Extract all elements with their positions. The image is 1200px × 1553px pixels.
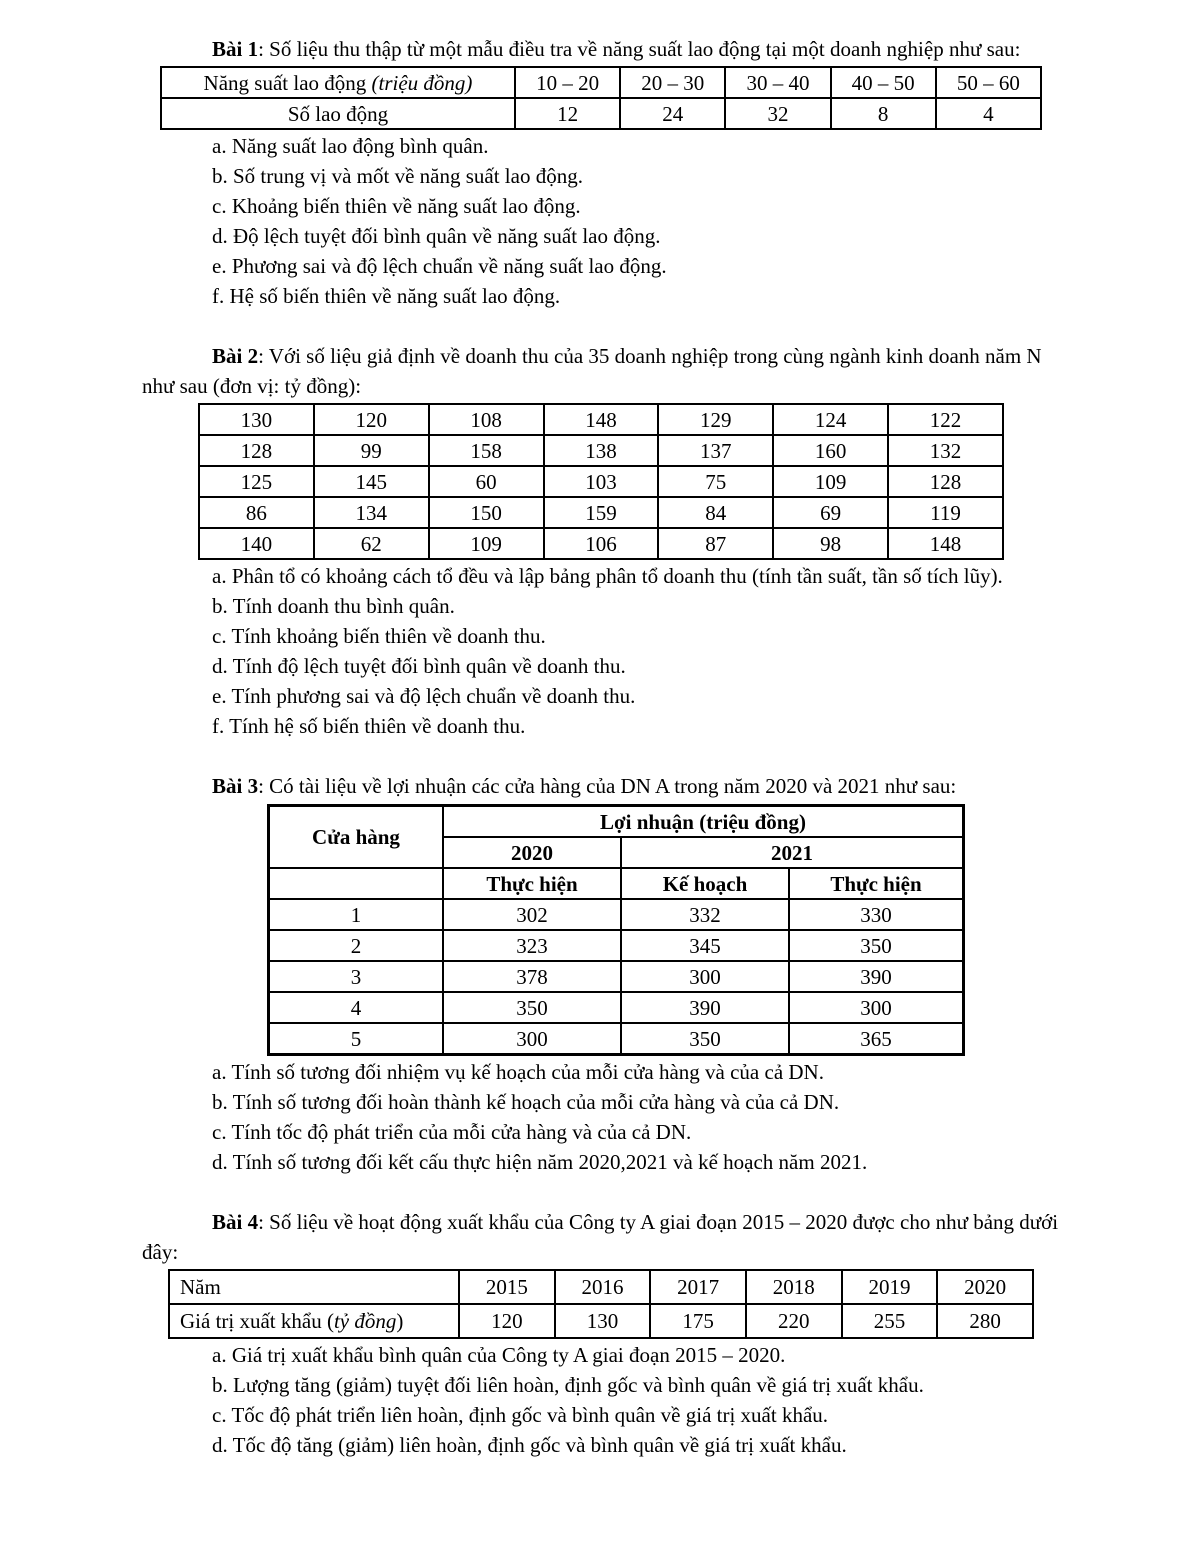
spacer: [142, 1177, 1062, 1207]
bai4-item-a: a. Giá trị xuất khẩu bình quân của Công ty A giai đoạn 2015 – 2020.: [212, 1343, 786, 1367]
table-cell: 106: [544, 528, 659, 559]
table-cell: 87: [658, 528, 773, 559]
bai3-intro: [142, 771, 1062, 801]
bai3-header-actual: Thực hiện: [443, 868, 621, 899]
bai2-table: [198, 403, 1004, 560]
bai4-unit: tỷ đồng: [333, 1309, 397, 1333]
table-cell: 98: [773, 528, 888, 559]
table-row: [169, 1270, 1033, 1304]
spacer: [142, 311, 1062, 341]
table-cell: 300: [789, 992, 964, 1023]
table-cell: 99: [314, 435, 429, 466]
bai3-item-a: a. Tính số tương đối nhiệm vụ kế hoạch của mỗi cửa hàng và của cả DN.: [212, 1060, 824, 1084]
bai4-intro: [142, 1207, 1062, 1267]
table-cell: 390: [789, 961, 964, 992]
bai3-header-plan: Kế hoạch: [621, 868, 789, 899]
table-cell: 60: [429, 466, 544, 497]
table-cell: 30 – 40: [725, 67, 830, 98]
bai3-header-actual2: Thực hiện: [789, 868, 964, 899]
table-cell: 2019: [842, 1270, 938, 1304]
table-cell: 10 – 20: [515, 67, 620, 98]
table-cell: 109: [429, 528, 544, 559]
table-cell: 350: [621, 1023, 789, 1055]
table-cell: 2017: [650, 1270, 746, 1304]
bai3-intro-text: : Có tài liệu về lợi nhuận các cửa hàng của DN A trong năm 2020 và 2021 như sau:: [258, 774, 957, 798]
table-cell: 3: [269, 961, 444, 992]
bai2-item-a: a. Phân tổ có khoảng cách tổ đều và lập bảng phân tổ doanh thu (tính tần suất, tần số tích lũy).: [212, 564, 1003, 588]
bai2-label: Bài 2: [212, 344, 259, 368]
table-cell: 220: [746, 1304, 842, 1338]
table-cell: 24: [620, 98, 725, 129]
table-cell: 103: [544, 466, 659, 497]
table-cell: 137: [658, 435, 773, 466]
bai2-item-d: d. Tính độ lệch tuyệt đối bình quân về doanh thu.: [212, 654, 626, 678]
table-cell: 12: [515, 98, 620, 129]
bai1-row1-label: Năng suất lao động (triệu đồng): [161, 67, 515, 98]
table-cell: 120: [314, 404, 429, 435]
table-cell: 129: [658, 404, 773, 435]
table-row: [199, 404, 1003, 435]
bai2-item-b: b. Tính doanh thu bình quân.: [212, 594, 455, 618]
table-cell: 86: [199, 497, 314, 528]
table-cell: 2015: [459, 1270, 555, 1304]
table-cell: 175: [650, 1304, 746, 1338]
document-page: [142, 34, 1062, 1460]
table-row: [269, 992, 964, 1023]
table-row: [161, 98, 1041, 129]
bai2-intro-text: : Với số liệu giả định về doanh thu của 35 doanh nghiệp trong cùng ngành kinh doanh năm N như sau (đơn vị: tỷ đồng):: [142, 344, 1042, 398]
table-row: [161, 67, 1041, 98]
table-header-row: [269, 806, 964, 838]
bai3-header-empty: [269, 868, 444, 899]
bai4-table: [168, 1269, 1034, 1339]
table-cell: 300: [621, 961, 789, 992]
table-cell: 62: [314, 528, 429, 559]
table-row: [269, 930, 964, 961]
table-cell: 150: [429, 497, 544, 528]
table-cell: 300: [443, 1023, 621, 1055]
bai1-item-b: b. Số trung vị và mốt về năng suất lao động.: [212, 164, 583, 188]
bai1-unit: (triệu đồng): [371, 70, 473, 95]
bai3-label: Bài 3: [212, 774, 259, 798]
table-cell: 280: [937, 1304, 1033, 1338]
table-cell: 350: [443, 992, 621, 1023]
bai3-header-year1: 2020: [443, 837, 621, 868]
table-cell: 132: [888, 435, 1003, 466]
table-cell: 332: [621, 899, 789, 930]
table-cell: 140: [199, 528, 314, 559]
bai2-item-c: c. Tính khoảng biến thiên về doanh thu.: [212, 624, 546, 648]
table-cell: 2020: [937, 1270, 1033, 1304]
table-cell: 134: [314, 497, 429, 528]
bai1-intro-text: : Số liệu thu thập từ một mẫu điều tra về năng suất lao động tại một doanh nghiệp như sau:: [258, 37, 1021, 61]
table-row: [199, 528, 1003, 559]
table-cell: 124: [773, 404, 888, 435]
bai4-intro-text: : Số liệu về hoạt động xuất khẩu của Công ty A giai đoạn 2015 – 2020 được cho như bảng dưới đây:: [142, 1210, 1059, 1264]
table-cell: 365: [789, 1023, 964, 1055]
table-cell: 148: [544, 404, 659, 435]
table-cell: 2016: [555, 1270, 651, 1304]
table-cell: 69: [773, 497, 888, 528]
table-cell: 350: [789, 930, 964, 961]
table-cell: 323: [443, 930, 621, 961]
table-cell: 20 – 30: [620, 67, 725, 98]
table-cell: 50 – 60: [936, 67, 1041, 98]
table-cell: 119: [888, 497, 1003, 528]
table-cell: 145: [314, 466, 429, 497]
table-cell: 108: [429, 404, 544, 435]
table-cell: 5: [269, 1023, 444, 1055]
table-cell: 8: [831, 98, 936, 129]
table-cell: 120: [459, 1304, 555, 1338]
table-row: [269, 1023, 964, 1055]
bai1-row2-label: Số lao động: [161, 98, 515, 129]
table-cell: 390: [621, 992, 789, 1023]
bai2-intro: [142, 341, 1062, 401]
bai4-item-c: c. Tốc độ phát triển liên hoàn, định gốc và bình quân về giá trị xuất khẩu.: [212, 1403, 829, 1427]
bai3-header-profit: Lợi nhuận (triệu đồng): [443, 806, 964, 838]
table-row: [269, 899, 964, 930]
table-cell: 148: [888, 528, 1003, 559]
bai1-item-a: a. Năng suất lao động bình quân.: [212, 134, 489, 158]
table-cell: 255: [842, 1304, 938, 1338]
table-cell: 75: [658, 466, 773, 497]
bai4-row2-label: Giá trị xuất khẩu (tỷ đồng): [169, 1304, 459, 1338]
table-cell: 302: [443, 899, 621, 930]
table-row: [169, 1304, 1033, 1338]
table-cell: 128: [199, 435, 314, 466]
bai1-item-f: f. Hệ số biến thiên về năng suất lao động.: [212, 284, 561, 308]
table-cell: 40 – 50: [831, 67, 936, 98]
bai4-row1-label: Năm: [169, 1270, 459, 1304]
table-row: [199, 497, 1003, 528]
table-cell: 159: [544, 497, 659, 528]
table-cell: 130: [555, 1304, 651, 1338]
table-row: [199, 466, 1003, 497]
table-cell: 125: [199, 466, 314, 497]
bai3-item-c: c. Tính tốc độ phát triển của mỗi cửa hàng và của cả DN.: [212, 1120, 692, 1144]
bai1-item-d: d. Độ lệch tuyệt đối bình quân về năng suất lao động.: [212, 224, 661, 248]
table-header-row: [269, 868, 964, 899]
table-row: [199, 435, 1003, 466]
table-cell: 4: [936, 98, 1041, 129]
table-cell: 32: [725, 98, 830, 129]
table-cell: 2018: [746, 1270, 842, 1304]
bai3-header-store: Cửa hàng: [269, 806, 444, 869]
table-cell: 138: [544, 435, 659, 466]
bai3-item-b: b. Tính số tương đối hoàn thành kế hoạch của mỗi cửa hàng và của cả DN.: [212, 1090, 840, 1114]
bai2-item-e: e. Tính phương sai và độ lệch chuẩn về doanh thu.: [212, 684, 636, 708]
table-cell: 128: [888, 466, 1003, 497]
table-cell: 160: [773, 435, 888, 466]
spacer: [142, 741, 1062, 771]
bai4-item-d: d. Tốc độ tăng (giảm) liên hoàn, định gốc và bình quân về giá trị xuất khẩu.: [212, 1433, 847, 1457]
table-cell: 4: [269, 992, 444, 1023]
table-cell: 378: [443, 961, 621, 992]
table-row: [269, 961, 964, 992]
table-cell: 109: [773, 466, 888, 497]
bai1-item-c: c. Khoảng biến thiên về năng suất lao động.: [212, 194, 581, 218]
bai2-item-f: f. Tính hệ số biến thiên về doanh thu.: [212, 714, 526, 738]
bai3-table: [267, 804, 965, 1056]
table-cell: 130: [199, 404, 314, 435]
table-cell: 122: [888, 404, 1003, 435]
table-cell: 1: [269, 899, 444, 930]
table-cell: 84: [658, 497, 773, 528]
bai1-intro: [142, 34, 1062, 64]
table-cell: 2: [269, 930, 444, 961]
bai4-item-b: b. Lượng tăng (giảm) tuyệt đối liên hoàn, định gốc và bình quân về giá trị xuất khẩu.: [212, 1373, 924, 1397]
bai3-item-d: d. Tính số tương đối kết cấu thực hiện năm 2020,2021 và kế hoạch năm 2021.: [212, 1150, 868, 1174]
bai1-item-e: e. Phương sai và độ lệch chuẩn về năng suất lao động.: [212, 254, 667, 278]
table-cell: 158: [429, 435, 544, 466]
table-cell: 330: [789, 899, 964, 930]
bai1-table: [160, 66, 1042, 130]
bai3-header-year2: 2021: [621, 837, 964, 868]
bai4-label: Bài 4: [212, 1210, 259, 1234]
bai1-label: Bài 1: [212, 37, 259, 61]
table-cell: 345: [621, 930, 789, 961]
